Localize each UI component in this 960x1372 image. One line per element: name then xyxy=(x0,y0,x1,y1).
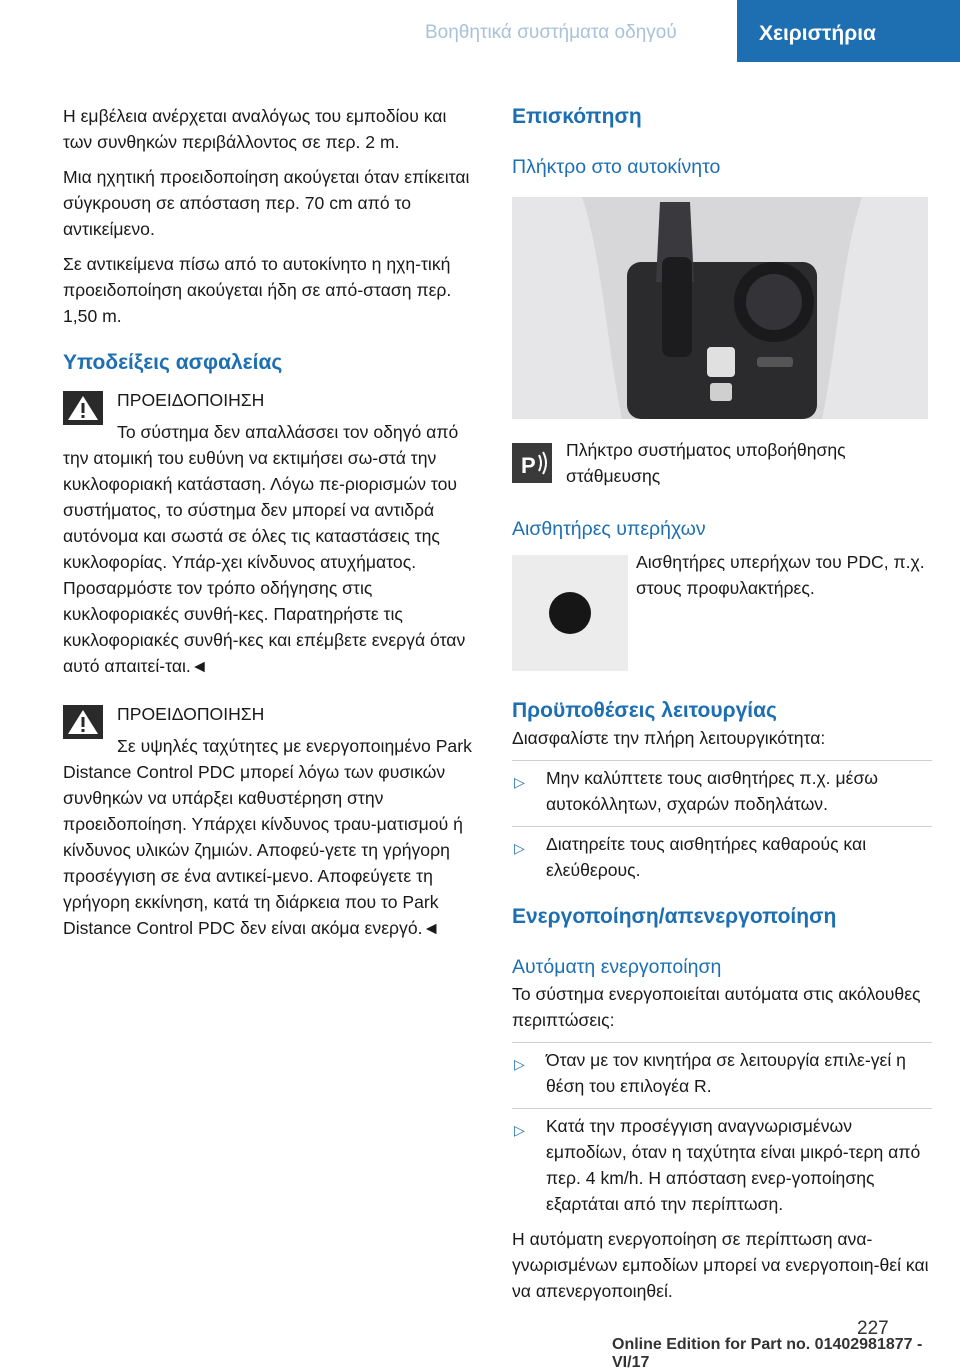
right-column xyxy=(512,103,932,1304)
button-subheading: Πλήκτρο στο αυτοκίνητο xyxy=(512,156,721,178)
auto-activation-intro: Το σύστημα ενεργοποιείται αυτόματα στις ακόλουθες περιπτώσεις: xyxy=(512,984,921,1030)
center-console-photo xyxy=(512,197,928,419)
activation-heading: Ενεργοποίηση/απενεργοποίηση xyxy=(512,905,837,928)
sensors-subheading: Αισθητήρες υπερήχων xyxy=(512,518,706,540)
prerequisites-intro: Διασφαλίστε την πλήρη λειτουργικότητα: xyxy=(512,728,826,748)
list-item xyxy=(512,1113,932,1217)
console-illustration xyxy=(512,197,928,419)
warning-text: Το σύστημα δεν απαλλάσσει τον οδηγό από την ατομική του ευθύνη να εκτιμήσει σω-στά την κυκλοφοριακή κατάσταση. Λόγω πε-ριορισμών του συστήματος, το σύστημα δεν μπορεί να αντιδρά αυτόνομα και σωστά σε όλες τις καταστάσεις της κυκλοφορίας. Υπάρ-χει κίνδυνος ατυχήματος. Προσαρμόστε τον τρόπο οδήγησης στις κυκλοφοριακές συνθή-κες. Παρατηρήστε τις κυκλοφοριακές συνθή-κες και επέμβετε ενεργά όταν αυτό απαιτεί-ται.◄ xyxy=(63,422,466,676)
list-item xyxy=(512,765,932,817)
pdc-button-caption-row xyxy=(512,437,932,489)
divider xyxy=(512,826,932,827)
prerequisites-list xyxy=(512,765,932,883)
page-header xyxy=(0,0,960,62)
list-item xyxy=(512,1047,932,1099)
warning-label: ΠΡΟΕΙΔΟΠΟΙΗΣΗ xyxy=(117,390,265,410)
triangle-bullet-icon: ▷ xyxy=(514,840,525,856)
warning-label: ΠΡΟΕΙΔΟΠΟΙΗΣΗ xyxy=(117,704,265,724)
safety-heading: Υποδείξεις ασφαλείας xyxy=(63,351,283,374)
prerequisites-heading: Προϋποθέσεις λειτουργίας xyxy=(512,699,777,722)
page-number: 227 xyxy=(857,1318,889,1339)
sensor-row xyxy=(512,549,932,667)
warning-block-2 xyxy=(63,701,478,941)
overview-heading: Επισκόπηση xyxy=(512,105,642,128)
list-item-text: Κατά την προσέγγιση αναγνωρισμένων εμποδίων, όταν η ταχύτητα είναι μικρό-τερη από περ. 4 km/h. Η απόσταση ενερ-γοποίησης εξαρτάται από την περίπτωση. xyxy=(546,1116,921,1214)
list-item-text: Μην καλύπτετε τους αισθητήρες π.χ. μέσω αυτοκόλλητων, σχαρών ποδηλάτων. xyxy=(546,768,879,814)
list-item-text: Διατηρείτε τους αισθητήρες καθαρούς και ελεύθερους. xyxy=(546,834,867,880)
triangle-bullet-icon: ▷ xyxy=(514,1056,525,1072)
ultrasonic-sensor-image xyxy=(512,555,628,671)
sensors-text: Αισθητήρες υπερήχων του PDC, π.χ. στους προφυλακτήρες. xyxy=(636,552,925,598)
edition-footer: Online Edition for Part no. 01402981877 - VI/17 xyxy=(612,1336,923,1371)
left-column xyxy=(63,103,478,950)
rear-warning-paragraph: Σε αντικείμενα πίσω από το αυτοκίνητο η ηχη-τική προειδοποίηση ακούγεται ήδη σε από-σταση περ. 1,50 m. xyxy=(63,254,452,326)
header-section-title: Βοηθητικά συστήματα οδηγού xyxy=(425,22,677,43)
warning-triangle-icon xyxy=(63,391,103,425)
collision-warning-paragraph: Μια ηχητική προειδοποίηση ακούγεται όταν επίκειται σύγκρουση σε απόσταση περ. 70 cm από το αντικείμενο. xyxy=(63,167,470,239)
triangle-bullet-icon: ▷ xyxy=(514,774,525,790)
triangle-bullet-icon: ▷ xyxy=(514,1122,525,1138)
header-chapter-tab: Χειριστήρια xyxy=(737,0,960,62)
warning-text: Σε υψηλές ταχύτητες με ενεργοποιημένο Park Distance Control PDC μπορεί λόγω των φυσικών συνθηκών να υπάρξει καθυστέρηση στην προειδοποίηση. Υπάρχει κίνδυνος τραυ-ματισμού ή κίνδυνος υλικών ζημιών. Αποφεύ-γετε τη γρήγορη προσέγγιση σε ένα αντικεί-μενο. Αποφεύγετε τη γρήγορη εκκίνηση, κατά τη διάρκεια που το Park Distance Control PDC δεν είναι ακόμα ενεργό.◄ xyxy=(63,736,472,938)
list-item-text: Όταν με τον κινητήρα σε λειτουργία επιλε-γεί η θέση του επιλογέα R. xyxy=(546,1050,906,1096)
divider xyxy=(512,1108,932,1109)
divider xyxy=(512,760,932,761)
auto-activation-subheading: Αυτόματη ενεργοποίηση xyxy=(512,956,722,978)
auto-activation-list xyxy=(512,1047,932,1217)
button-caption: Πλήκτρο συστήματος υποβοήθησης στάθμευσης xyxy=(566,440,846,486)
list-item xyxy=(512,831,932,883)
closing-paragraph: Η αυτόματη ενεργοποίηση σε περίπτωση ανα-γνωρισμένων εμποδίων μπορεί να ενεργοποιη-θεί και να απενεργοποιηθεί. xyxy=(512,1229,929,1301)
range-paragraph: Η εμβέλεια ανέρχεται αναλόγως του εμποδίου και των συνθηκών περιβάλλοντος σε περ. 2 m. xyxy=(63,106,447,152)
parking-assist-icon xyxy=(512,443,552,483)
warning-triangle-icon xyxy=(63,705,103,739)
divider xyxy=(512,1042,932,1043)
svg-text:P: P xyxy=(521,453,536,478)
warning-block-1 xyxy=(63,387,478,679)
